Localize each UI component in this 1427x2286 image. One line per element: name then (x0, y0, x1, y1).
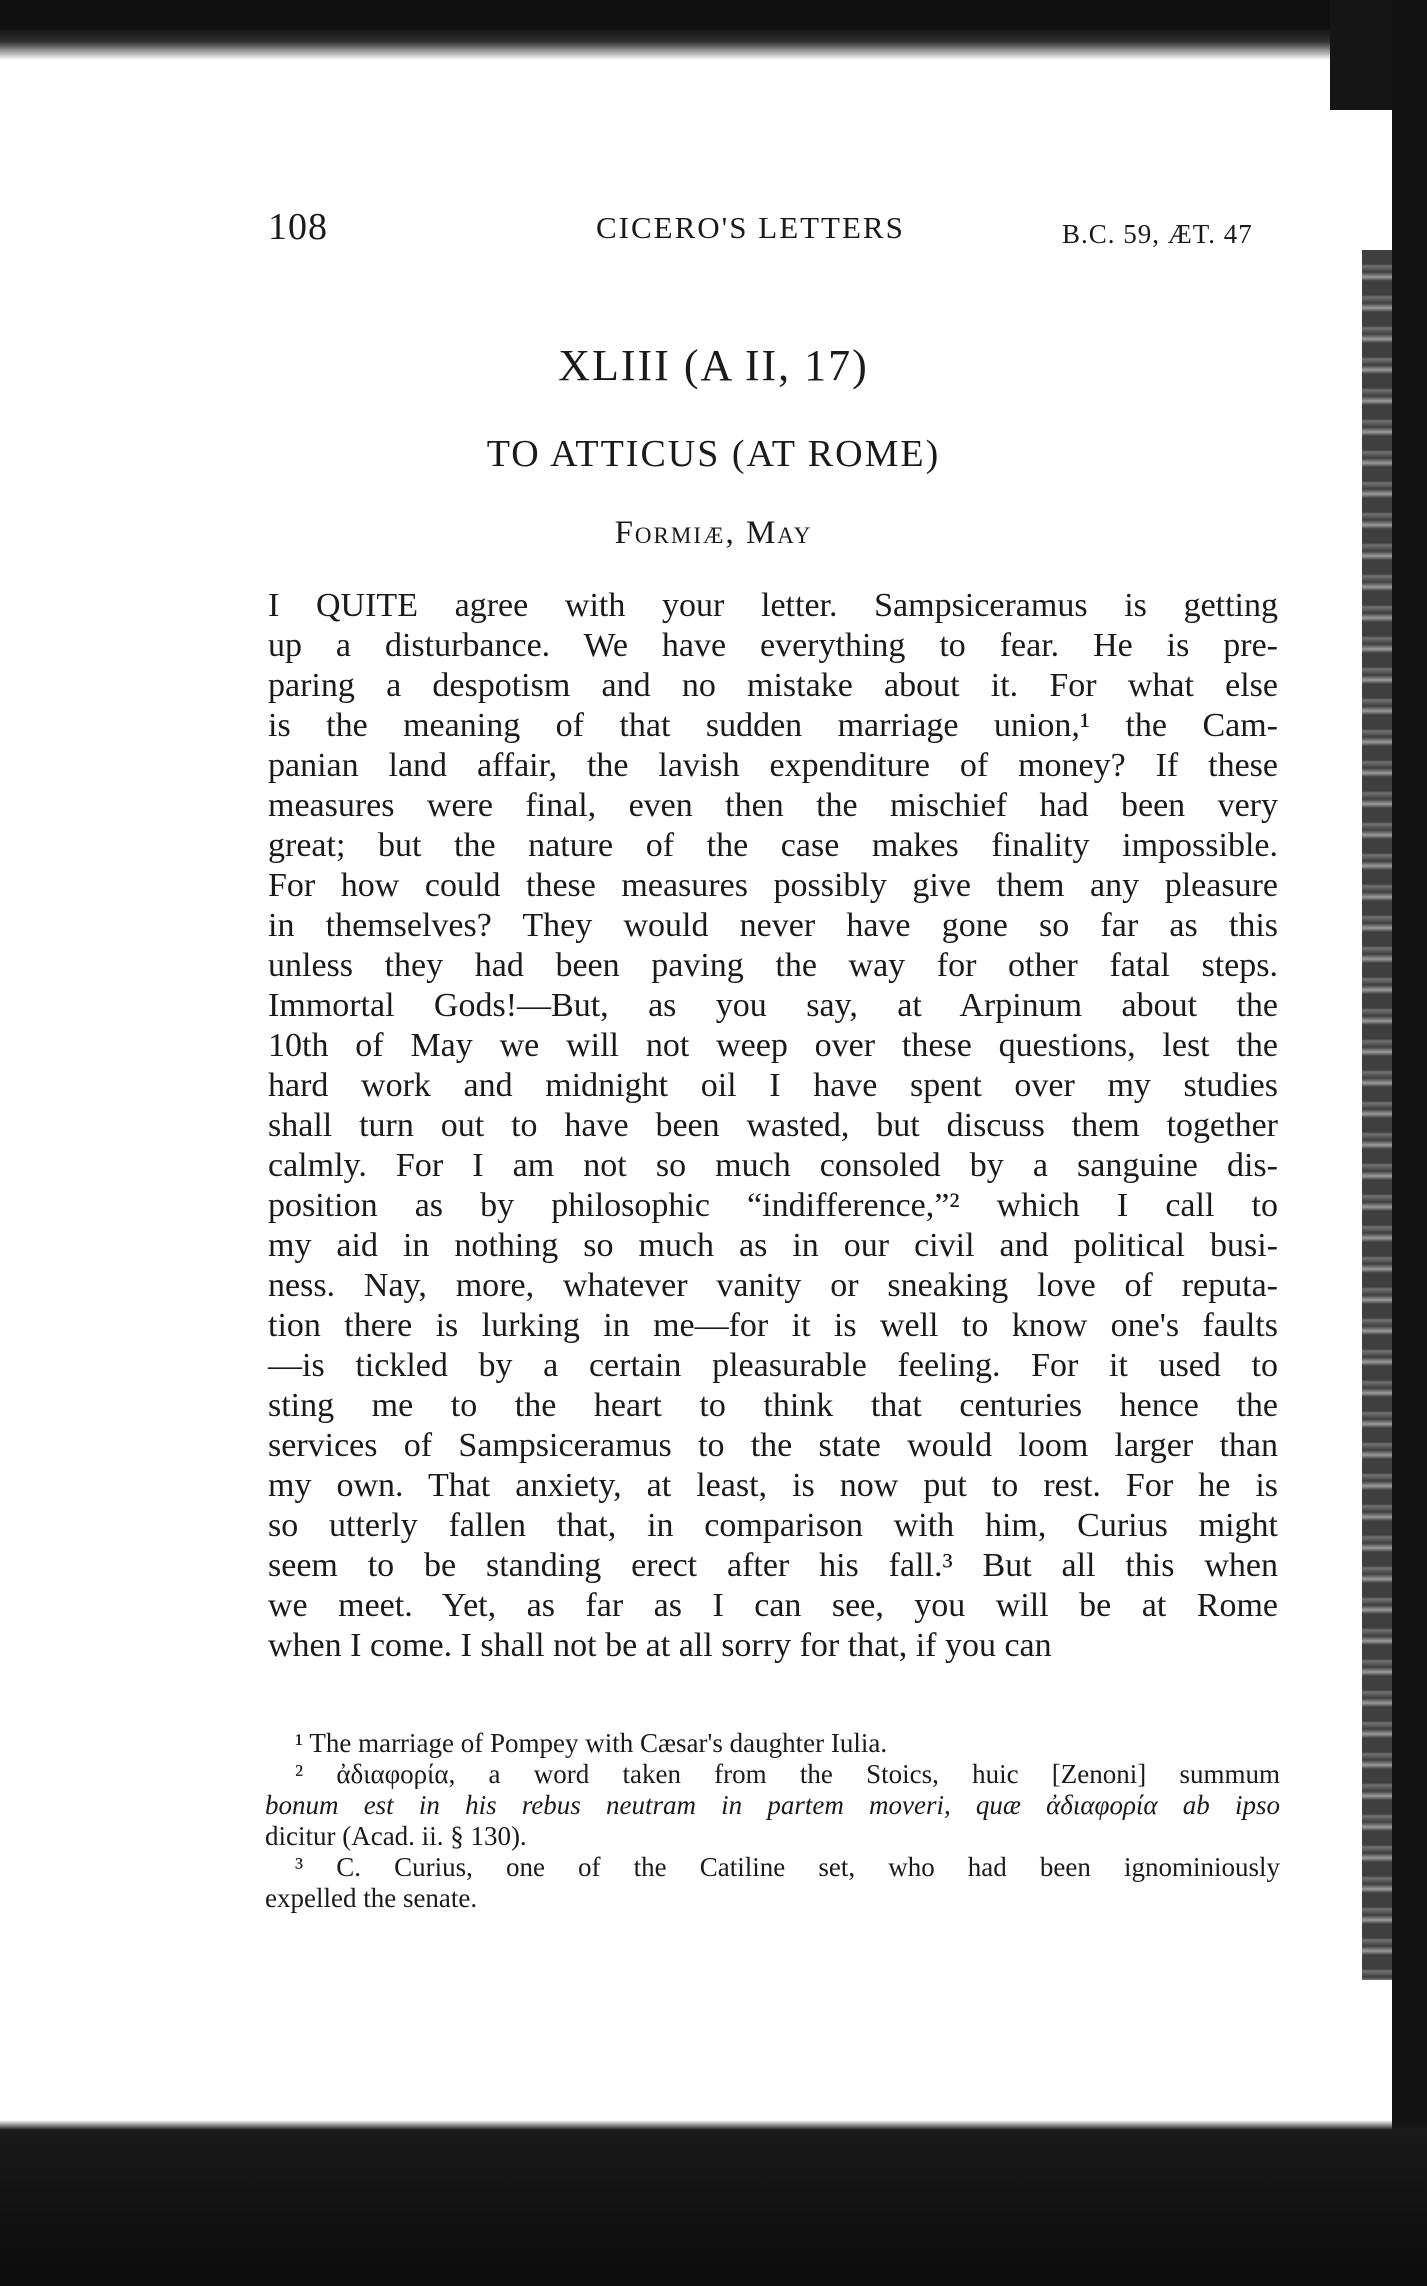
scan-shadow-bottom (0, 2120, 1427, 2286)
body-line: up a disturbance. We have everything to fear. He is pre- (268, 627, 1278, 664)
body-line: ness. Nay, more, whatever vanity or sneaking love of reputa- (268, 1267, 1278, 1304)
body-line: hard work and midnight oil I have spent over my studies (268, 1067, 1278, 1104)
scan-shadow-top (0, 0, 1427, 60)
body-line: panian land affair, the lavish expenditure of money? If these (268, 747, 1278, 784)
letter-body (268, 586, 1278, 1666)
page-edge-shadow (1362, 250, 1396, 1980)
body-line: unless they had been paving the way for other fatal steps. (268, 947, 1278, 984)
body-line: my own. That anxiety, at least, is now put to rest. For he is (268, 1467, 1278, 1504)
body-line: For how could these measures possibly give them any pleasure (268, 867, 1278, 904)
body-line: in themselves? They would never have gone so far as this (268, 907, 1278, 944)
body-line: paring a despotism and no mistake about it. For what else (268, 667, 1278, 704)
letter-addressee: TO ATTICUS (AT ROME) (486, 433, 941, 475)
footnote-2-end: dicitur (Acad. ii. § 130). (265, 1821, 527, 1851)
body-line: is the meaning of that sudden marriage union,¹ the Cam- (268, 707, 1278, 744)
footnote-2: ² ἀδιαφορία, a word taken from the Stoics, huic [Zenoni] summum (295, 1759, 1280, 1789)
footnote-3: ³ C. Curius, one of the Catiline set, who had been ignominiously (295, 1852, 1280, 1882)
body-line: when I come. I shall not be at all sorry for that, if you can (268, 1627, 1052, 1664)
body-line: my aid in nothing so much as in our civil and political busi- (268, 1227, 1278, 1264)
body-line: 10th of May we will not weep over these questions, lest the (268, 1027, 1278, 1064)
running-date: B.C. 59, ÆT. 47 (1062, 219, 1253, 249)
running-title: CICERO'S LETTERS (596, 210, 905, 245)
body-line: measures were final, even then the mischief had been very (268, 787, 1278, 824)
running-head (0, 205, 1427, 255)
body-line: services of Sampsiceramus to the state would loom larger than (268, 1427, 1278, 1464)
footnote-1: ¹ The marriage of Pompey with Cæsar's daughter Iulia. (295, 1728, 888, 1758)
body-line: shall turn out to have been wasted, but discuss them together (268, 1107, 1278, 1144)
letter-number: XLIII (A II, 17) (558, 341, 869, 390)
body-line: sting me to the heart to think that centuries hence the (268, 1387, 1278, 1424)
body-line: —is tickled by a certain pleasurable feeling. For it used to (268, 1347, 1278, 1384)
body-line: great; but the nature of the case makes finality impossible. (268, 827, 1278, 864)
page-number: 108 (268, 206, 328, 248)
footnote-3-end: expelled the senate. (265, 1883, 478, 1913)
body-line: so utterly fallen that, in comparison with him, Curius might (268, 1507, 1278, 1544)
footnotes (265, 1728, 1280, 1914)
body-line: position as by philosophic “indifference,”² which I call to (268, 1187, 1278, 1224)
footnote-2-cont: bonum est in his rebus neutram in partem moveri, quæ ἀδιαφορία ab ipso (265, 1790, 1280, 1820)
body-line: we meet. Yet, as far as I can see, you will be at Rome (268, 1587, 1278, 1624)
body-line: Immortal Gods!—But, as you say, at Arpinum about the (268, 987, 1278, 1024)
body-line: seem to be standing erect after his fall.³ But all this when (268, 1547, 1278, 1584)
body-line: tion there is lurking in me—for it is well to know one's faults (268, 1307, 1278, 1344)
body-line: I QUITE agree with your letter. Sampsiceramus is getting (268, 587, 1278, 624)
letter-place-date: Formiæ, May (614, 515, 813, 551)
body-line: calmly. For I am not so much consoled by a sanguine dis- (268, 1147, 1278, 1184)
